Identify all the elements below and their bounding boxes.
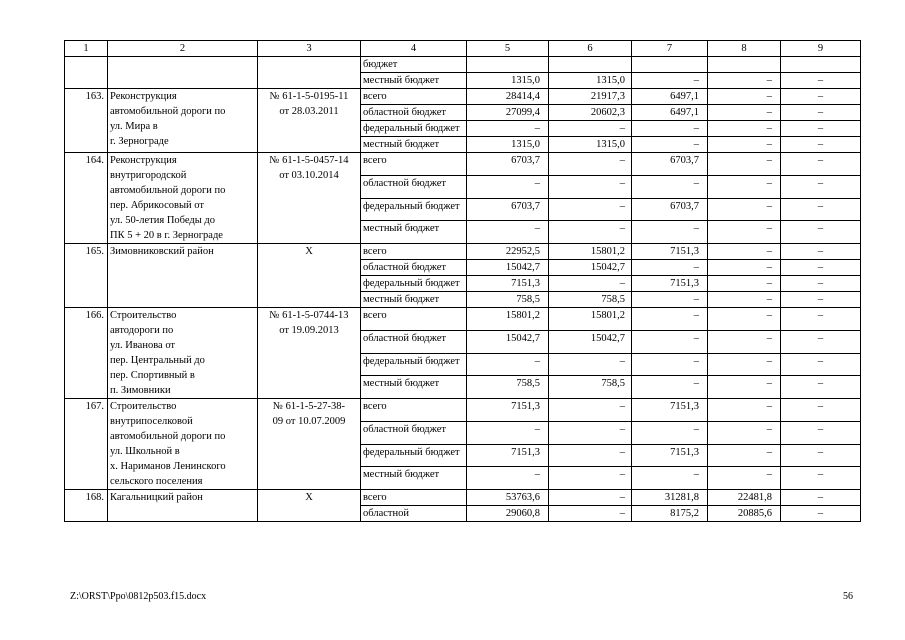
amount-cell-v8 xyxy=(708,57,781,73)
document-reference-line: № 61-1-5-27-38- xyxy=(272,401,346,412)
amount-cell-v8: – xyxy=(708,308,781,331)
amount-cell-v6: – xyxy=(549,175,632,198)
object-name-line: пер. Спортивный в xyxy=(110,370,195,381)
amount-cell-v9: – xyxy=(781,330,861,353)
amount-cell-v8: – xyxy=(708,444,781,467)
amount-cell-v9: – xyxy=(781,137,861,153)
document-reference xyxy=(258,89,361,153)
amount-cell-v7: – xyxy=(632,421,708,444)
entry-number: 167. xyxy=(65,399,108,490)
amount-cell-v9: – xyxy=(781,467,861,490)
page-number: 56 xyxy=(843,591,853,602)
object-name-line: пер. Абрикосовый от xyxy=(110,200,204,211)
object-name-line: внутригородской xyxy=(110,170,187,181)
amount-cell-v5: 6703,7 xyxy=(467,153,549,176)
amount-cell-v8: – xyxy=(708,353,781,376)
table-row xyxy=(65,244,861,260)
amount-cell-v6: 15042,7 xyxy=(549,330,632,353)
funding-type-cell: местный бюджет xyxy=(361,137,467,153)
object-name xyxy=(108,244,258,308)
amount-cell-v9: – xyxy=(781,105,861,121)
document-reference-line: 09 от 10.07.2009 xyxy=(272,416,346,427)
table-row xyxy=(65,490,861,506)
amount-cell-v8: – xyxy=(708,121,781,137)
amount-cell-v7: – xyxy=(632,292,708,308)
amount-cell-v6: – xyxy=(549,421,632,444)
amount-cell-v7: 7151,3 xyxy=(632,276,708,292)
amount-cell-v9: – xyxy=(781,89,861,105)
amount-cell-v6: – xyxy=(549,121,632,137)
object-name-line: внутрипоселковой xyxy=(110,416,193,427)
amount-cell-v5: 27099,4 xyxy=(467,105,549,121)
amount-cell-v8: – xyxy=(708,276,781,292)
amount-cell-v5: 7151,3 xyxy=(467,276,549,292)
table-row xyxy=(65,308,861,331)
amount-cell-v5: 758,5 xyxy=(467,292,549,308)
budget-table xyxy=(64,40,861,522)
amount-cell-v7: – xyxy=(632,353,708,376)
amount-cell-v5: – xyxy=(467,175,549,198)
amount-cell-v7: – xyxy=(632,330,708,353)
amount-cell-v6: – xyxy=(549,276,632,292)
funding-type-cell: бюджет xyxy=(361,57,467,73)
funding-type-cell: всего xyxy=(361,89,467,105)
amount-cell-v7: – xyxy=(632,308,708,331)
object-name xyxy=(108,308,258,399)
object-name-line: Реконструкция xyxy=(110,91,177,102)
amount-cell-v5: 7151,3 xyxy=(467,444,549,467)
amount-cell-v8: – xyxy=(708,376,781,399)
document-reference-line: Х xyxy=(305,492,313,503)
amount-cell-v9: – xyxy=(781,276,861,292)
amount-cell-v8: 22481,8 xyxy=(708,490,781,506)
object-name-line: Кагальницкий район xyxy=(110,492,203,503)
amount-cell-v5: – xyxy=(467,421,549,444)
amount-cell-v9 xyxy=(781,57,861,73)
amount-cell-v7: – xyxy=(632,467,708,490)
object-name-line: Строительство xyxy=(110,310,177,321)
amount-cell-v9: – xyxy=(781,506,861,522)
amount-cell-v8: – xyxy=(708,330,781,353)
amount-cell-v5: – xyxy=(467,353,549,376)
object-name-line: ул. Мира в xyxy=(110,121,158,132)
object-name-line: автодороги по xyxy=(110,325,174,336)
amount-cell-v6: 15801,2 xyxy=(549,244,632,260)
document-reference xyxy=(258,153,361,244)
amount-cell-v7: 7151,3 xyxy=(632,399,708,422)
amount-cell-v5: 22952,5 xyxy=(467,244,549,260)
amount-cell-v6: 15042,7 xyxy=(549,260,632,276)
object-name-line: г. Зернограде xyxy=(110,136,169,147)
amount-cell-v7: 6703,7 xyxy=(632,153,708,176)
column-number-cell: 1 xyxy=(65,41,108,57)
amount-cell-v9: – xyxy=(781,353,861,376)
empty-doc-cell xyxy=(258,57,361,89)
amount-cell-v8: – xyxy=(708,153,781,176)
amount-cell-v5 xyxy=(467,57,549,73)
funding-type-cell: федеральный бюджет xyxy=(361,121,467,137)
amount-cell-v7: 6703,7 xyxy=(632,198,708,221)
amount-cell-v8: – xyxy=(708,89,781,105)
amount-cell-v6 xyxy=(549,57,632,73)
amount-cell-v9: – xyxy=(781,376,861,399)
amount-cell-v6: 758,5 xyxy=(549,376,632,399)
amount-cell-v6: 21917,3 xyxy=(549,89,632,105)
amount-cell-v7: – xyxy=(632,73,708,89)
amount-cell-v5: 29060,8 xyxy=(467,506,549,522)
empty-name-cell xyxy=(108,57,258,89)
amount-cell-v8: – xyxy=(708,105,781,121)
amount-cell-v5: – xyxy=(467,467,549,490)
object-name-line: ПК 5 + 20 в г. Зернограде xyxy=(110,230,223,241)
amount-cell-v7: 6497,1 xyxy=(632,105,708,121)
amount-cell-v5: 28414,4 xyxy=(467,89,549,105)
object-name xyxy=(108,153,258,244)
funding-type-cell: местный бюджет xyxy=(361,376,467,399)
object-name-line: Зимовниковский район xyxy=(110,246,214,257)
amount-cell-v6: – xyxy=(549,353,632,376)
column-number-cell: 2 xyxy=(108,41,258,57)
amount-cell-v6: – xyxy=(549,198,632,221)
object-name-line: ул. 50-летия Победы до xyxy=(110,215,216,226)
funding-type-cell: областной xyxy=(361,506,467,522)
amount-cell-v5: 758,5 xyxy=(467,376,549,399)
funding-type-cell: областной бюджет xyxy=(361,421,467,444)
amount-cell-v8: – xyxy=(708,244,781,260)
column-number-cell: 6 xyxy=(549,41,632,57)
column-number-cell: 4 xyxy=(361,41,467,57)
column-number-header xyxy=(65,41,861,57)
funding-type-cell: всего xyxy=(361,490,467,506)
continuation-row xyxy=(65,57,861,73)
document-reference-line: № 61-1-5-0744-13 xyxy=(269,310,349,321)
amount-cell-v9: – xyxy=(781,244,861,260)
amount-cell-v9: – xyxy=(781,308,861,331)
amount-cell-v5: 15042,7 xyxy=(467,260,549,276)
amount-cell-v6: – xyxy=(549,467,632,490)
amount-cell-v6: – xyxy=(549,490,632,506)
amount-cell-v9: – xyxy=(781,399,861,422)
funding-type-cell: областной бюджет xyxy=(361,260,467,276)
funding-type-cell: местный бюджет xyxy=(361,221,467,244)
amount-cell-v5: – xyxy=(467,121,549,137)
amount-cell-v5: 1315,0 xyxy=(467,73,549,89)
table-row xyxy=(65,89,861,105)
amount-cell-v8: – xyxy=(708,73,781,89)
funding-type-cell: областной бюджет xyxy=(361,105,467,121)
amount-cell-v8: – xyxy=(708,137,781,153)
amount-cell-v7: 7151,3 xyxy=(632,244,708,260)
amount-cell-v9: – xyxy=(781,292,861,308)
amount-cell-v7: 7151,3 xyxy=(632,444,708,467)
amount-cell-v9: – xyxy=(781,121,861,137)
funding-type-cell: федеральный бюджет xyxy=(361,276,467,292)
object-name-line: автомобильной дороги по xyxy=(110,185,226,196)
amount-cell-v9: – xyxy=(781,444,861,467)
amount-cell-v7: – xyxy=(632,260,708,276)
footer-file-path: Z:\ORST\Ppo\0812p503.f15.docx xyxy=(70,591,207,602)
amount-cell-v9: – xyxy=(781,260,861,276)
object-name-line: х. Нариманов Ленинского xyxy=(110,461,226,472)
empty-num-cell xyxy=(65,57,108,89)
amount-cell-v7: – xyxy=(632,121,708,137)
column-number-cell: 7 xyxy=(632,41,708,57)
amount-cell-v8: – xyxy=(708,421,781,444)
column-number-cell: 3 xyxy=(258,41,361,57)
object-name xyxy=(108,490,258,522)
entry-number: 164. xyxy=(65,153,108,244)
amount-cell-v8: 20885,6 xyxy=(708,506,781,522)
amount-cell-v8: – xyxy=(708,399,781,422)
amount-cell-v7: 31281,8 xyxy=(632,490,708,506)
column-number-cell: 5 xyxy=(467,41,549,57)
object-name-line: сельского поселения xyxy=(110,476,203,487)
object-name-line: пер. Центральный до xyxy=(110,355,205,366)
document-reference-line: от 19.09.2013 xyxy=(279,325,339,336)
document-reference xyxy=(258,308,361,399)
document-reference-line: № 61-1-5-0195-11 xyxy=(269,91,349,102)
document-reference xyxy=(258,244,361,308)
amount-cell-v9: – xyxy=(781,421,861,444)
funding-type-cell: федеральный бюджет xyxy=(361,198,467,221)
amount-cell-v8: – xyxy=(708,260,781,276)
amount-cell-v8: – xyxy=(708,198,781,221)
object-name-line: ул. Школьной в xyxy=(110,446,180,457)
document-reference-line: от 03.10.2014 xyxy=(279,170,339,181)
funding-type-cell: федеральный бюджет xyxy=(361,444,467,467)
funding-type-cell: всего xyxy=(361,399,467,422)
amount-cell-v6: 15801,2 xyxy=(549,308,632,331)
amount-cell-v5: 15801,2 xyxy=(467,308,549,331)
amount-cell-v7: 8175,2 xyxy=(632,506,708,522)
amount-cell-v5: – xyxy=(467,221,549,244)
amount-cell-v6: 1315,0 xyxy=(549,73,632,89)
amount-cell-v8: – xyxy=(708,221,781,244)
funding-type-cell: местный бюджет xyxy=(361,467,467,490)
amount-cell-v5: 7151,3 xyxy=(467,399,549,422)
object-name-line: Строительство xyxy=(110,401,177,412)
funding-type-cell: областной бюджет xyxy=(361,175,467,198)
table-row xyxy=(65,399,861,422)
amount-cell-v5: 6703,7 xyxy=(467,198,549,221)
object-name-line: автомобильной дороги по xyxy=(110,106,226,117)
entry-number: 165. xyxy=(65,244,108,308)
funding-type-cell: всего xyxy=(361,244,467,260)
object-name-line: ул. Иванова от xyxy=(110,340,176,351)
amount-cell-v7: 6497,1 xyxy=(632,89,708,105)
document-reference xyxy=(258,490,361,522)
funding-type-cell: местный бюджет xyxy=(361,73,467,89)
amount-cell-v8: – xyxy=(708,292,781,308)
funding-type-cell: федеральный бюджет xyxy=(361,353,467,376)
amount-cell-v9: – xyxy=(781,153,861,176)
object-name xyxy=(108,89,258,153)
amount-cell-v6: – xyxy=(549,221,632,244)
object-name-line: п. Зимовники xyxy=(110,385,171,396)
amount-cell-v9: – xyxy=(781,221,861,244)
amount-cell-v7: – xyxy=(632,221,708,244)
amount-cell-v6: – xyxy=(549,399,632,422)
amount-cell-v5: 53763,6 xyxy=(467,490,549,506)
table-row xyxy=(65,153,861,176)
amount-cell-v6: 20602,3 xyxy=(549,105,632,121)
document-reference-line: Х xyxy=(305,246,313,257)
object-name xyxy=(108,399,258,490)
document-reference xyxy=(258,399,361,490)
amount-cell-v6: – xyxy=(549,506,632,522)
funding-type-cell: всего xyxy=(361,308,467,331)
object-name-line: автомобильной дороги по xyxy=(110,431,226,442)
amount-cell-v6: 1315,0 xyxy=(549,137,632,153)
object-name-line: Реконструкция xyxy=(110,155,177,166)
amount-cell-v7 xyxy=(632,57,708,73)
amount-cell-v5: 1315,0 xyxy=(467,137,549,153)
amount-cell-v6: – xyxy=(549,444,632,467)
document-reference-line: № 61-1-5-0457-14 xyxy=(269,155,349,166)
amount-cell-v8: – xyxy=(708,175,781,198)
funding-type-cell: местный бюджет xyxy=(361,292,467,308)
funding-type-cell: всего xyxy=(361,153,467,176)
amount-cell-v7: – xyxy=(632,137,708,153)
amount-cell-v8: – xyxy=(708,467,781,490)
amount-cell-v7: – xyxy=(632,376,708,399)
amount-cell-v9: – xyxy=(781,198,861,221)
amount-cell-v5: 15042,7 xyxy=(467,330,549,353)
document-reference-line: от 28.03.2011 xyxy=(279,106,339,117)
entry-number: 166. xyxy=(65,308,108,399)
amount-cell-v6: 758,5 xyxy=(549,292,632,308)
amount-cell-v9: – xyxy=(781,73,861,89)
amount-cell-v9: – xyxy=(781,490,861,506)
amount-cell-v9: – xyxy=(781,175,861,198)
column-number-cell: 8 xyxy=(708,41,781,57)
amount-cell-v6: – xyxy=(549,153,632,176)
funding-type-cell: областной бюджет xyxy=(361,330,467,353)
amount-cell-v7: – xyxy=(632,175,708,198)
entry-number: 168. xyxy=(65,490,108,522)
column-number-cell: 9 xyxy=(781,41,861,57)
entry-number: 163. xyxy=(65,89,108,153)
